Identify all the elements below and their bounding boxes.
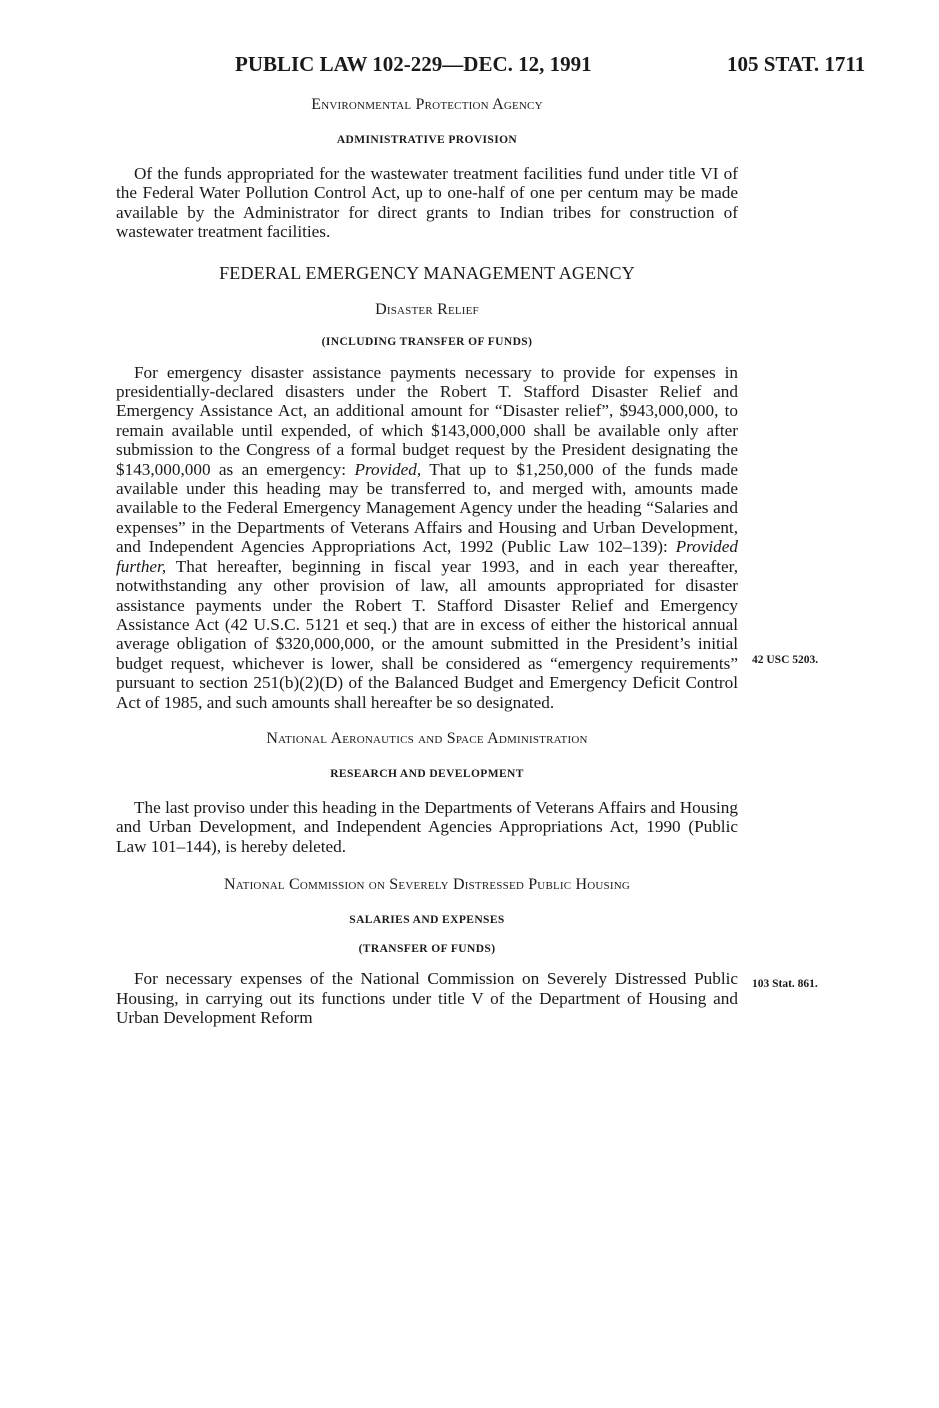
epa-subheading: ADMINISTRATIVE PROVISION	[336, 134, 518, 146]
epa-paragraph: Of the funds appropriated for the wastewater treatment facilities fund under title VI of the Federal Water Pollution Control Act, up to one-half of one per centum may be made available by the Administrator for direct grants to Indian tribes for construction of wastewater treatment facilities.	[116, 164, 738, 242]
fema-subheading: Disaster Relief	[375, 300, 479, 318]
main-text-column	[116, 96, 738, 1027]
fema-section	[116, 263, 738, 712]
stat-page-number: 105 STAT. 1711	[727, 52, 866, 76]
commission-transfer-note: (TRANSFER OF FUNDS)	[358, 943, 496, 956]
commission-paragraph: For necessary expenses of the National Commission on Severely Distressed Public Housing, in carrying out its functions under title V of the Department of Housing and Urban Development Reform	[116, 969, 738, 1027]
nasa-heading: National Aeronautics and Space Administration	[266, 729, 588, 747]
fema-paragraph-part3: That hereafter, beginning in fiscal year 1993, and in each year thereafter, notwithstanding any other provision of law, all amounts appropriated for disaster assistance payments under the Robert T. Stafford Disaster Relief and Emergency Assistance Act (42 U.S.C. 5121 et seq.) that are in excess of either the historical annual average obligation of $320,000,000, or the amount submitted in the President’s initial budget request, whichever is lower, shall be considered as “emergency requirements” pursuant to section 251(b)(2)(D) of the Balanced Budget and Emergency Deficit Control Act of 1985, and such amounts shall hereafter be so designated.	[116, 556, 738, 712]
public-law-title: PUBLIC LAW 102-229—DEC. 12, 1991	[235, 52, 592, 76]
usc-margin-note: 42 USC 5203.	[752, 654, 819, 666]
epa-heading: Environmental Protection Agency	[311, 96, 543, 113]
commission-heading: National Commission on Severely Distressed Public Housing	[223, 876, 631, 894]
nasa-section	[116, 730, 738, 856]
fema-paragraph-part1: For emergency disaster assistance payments necessary to provide for expenses in presidentially-declared disasters under the Robert T. Stafford Disaster Relief and Emergency Assistance Act, an additional amount for “Disaster relief”, $943,000,000, to remain available until expended, of which $143,000,000 shall be available only after submission to the Congress of a formal budget request by the President designating the $143,000,000 as an emergency:	[116, 362, 738, 479]
fema-paragraph	[116, 363, 738, 712]
commission-subheading: SALARIES AND EXPENSES	[349, 914, 505, 927]
fema-transfer-note: (INCLUDING TRANSFER OF FUNDS)	[321, 335, 533, 348]
stat-margin-note: 103 Stat. 861.	[752, 978, 818, 990]
fema-heading: FEDERAL EMERGENCY MANAGEMENT AGENCY	[219, 262, 635, 283]
commission-section	[116, 876, 738, 1027]
nasa-subheading: RESEARCH AND DEVELOPMENT	[330, 767, 524, 780]
fema-proviso-2: Provided further,	[116, 537, 738, 576]
epa-section	[116, 96, 738, 242]
running-header	[0, 52, 939, 82]
fema-proviso-1: Provided,	[354, 459, 422, 479]
fema-paragraph-part2: That up to $1,250,000 of the funds made available under this heading may be transferred to, and merged with, amounts made available to the Federal Emergency Management Agency under the heading “Salaries and expenses” in the Departments of Veterans Affairs and Housing and Urban Development, and Independent Agencies Appropriations Act, 1992 (Public Law 102–139):	[116, 459, 738, 557]
nasa-paragraph: The last proviso under this heading in the Departments of Veterans Affairs and Housing and Urban Development, and Independent Agencies Appropriations Act, 1990 (Public Law 101–144), is hereby deleted.	[116, 797, 738, 856]
